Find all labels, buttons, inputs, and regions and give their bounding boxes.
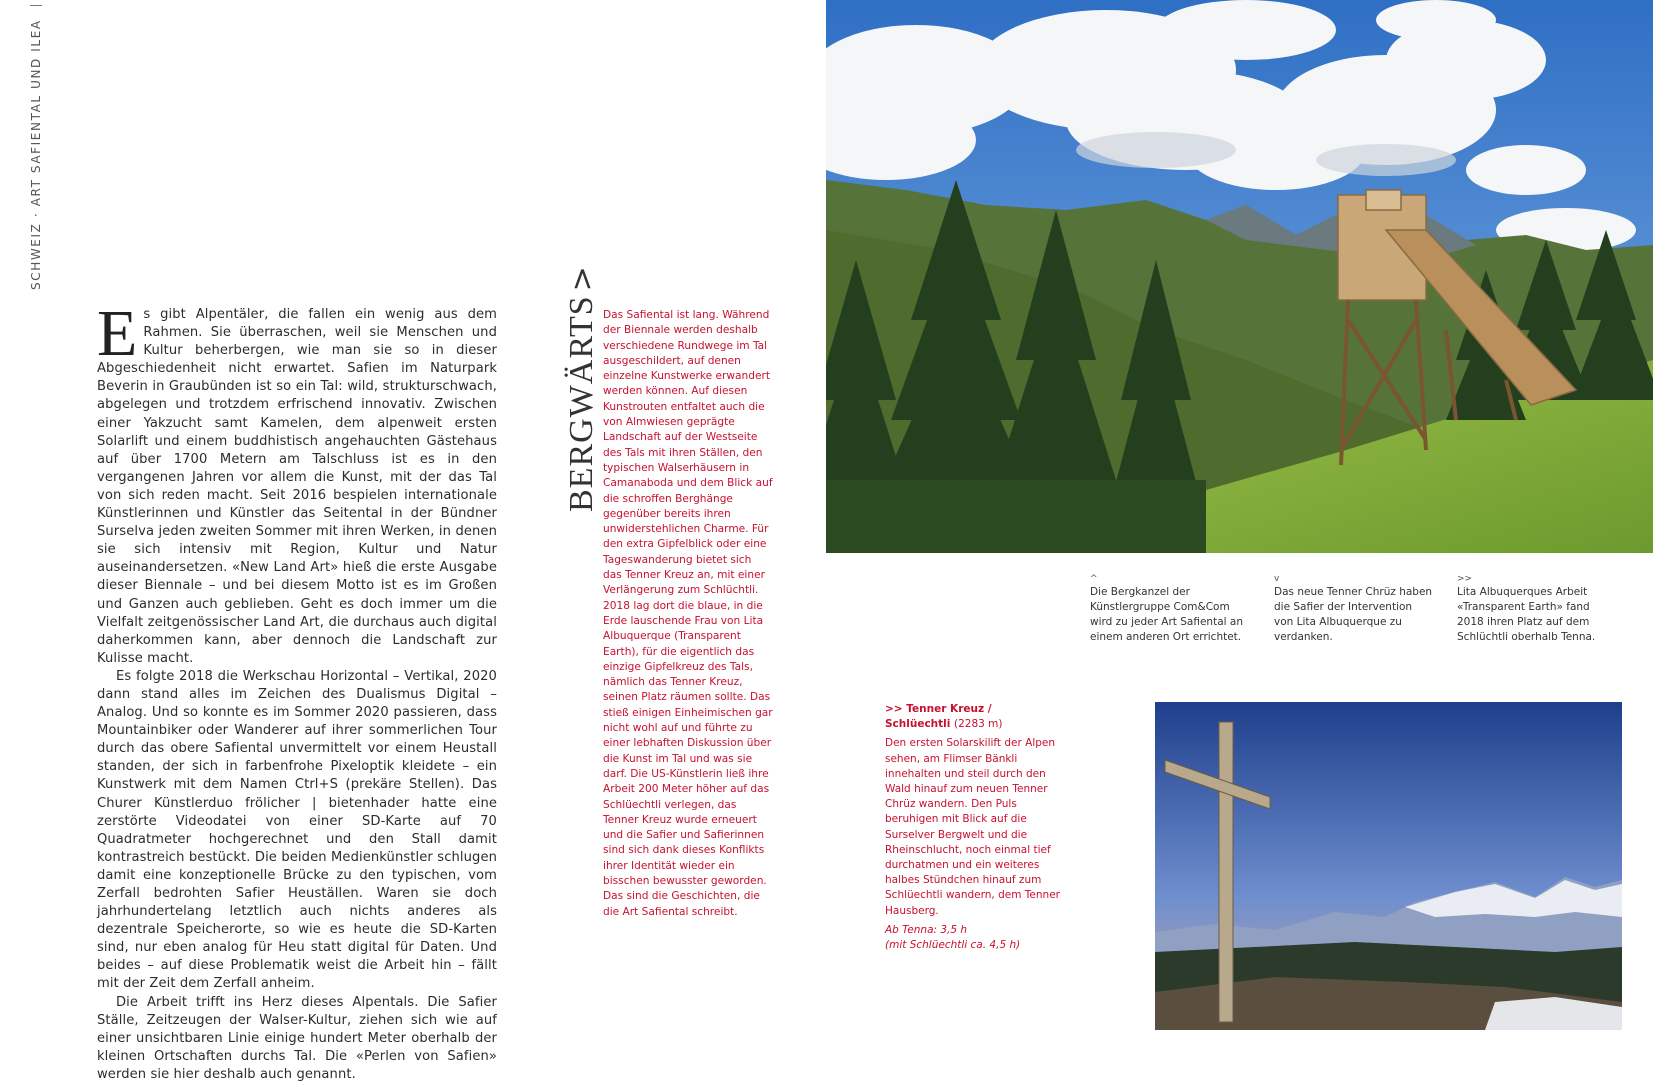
tour-duration: [885, 923, 1060, 953]
article-paragraph-1-text: s gibt Alpentäler, die fallen ein wenig aus dem Rahmen. Sie überraschen, weil sie Menschen und Kultur beherbergen, wie man sie so in dieser Abgeschiedenheit nicht erwartet. Safien im Naturpark Beverin in Graubünden ist so ein Tal: wild, strukturschwach, abgelegen und trotzdem erfrischend innovativ. Zwischen einer Yakzucht samt Kamelen, dem alpenweit ersten Solarlift und einem buddhistisch angehauchten Gästehaus auf über 1700 Metern am Talschluss ist es in den vergangenen Jahren vor allem die Kunst, mit der das Tal von sich reden macht. Seit 2016 bespielen internationale Künstlerinnen und Künstler das Seitental in der Bündner Surselva jeden zweiten Sommer mit ihren Werken, in denen sie sich intensiv mit Region, Kultur und Natur auseinandersetzen. «New Land Art» hieß die erste Ausgabe dieser Biennale – und bei diesem Motto ist es im Großen und Ganzen auch geblieben. Geht es doch immer um die Vielfalt zeitgenössischer Land Art, die durchaus auch digital daherkommen kann, aber dennoch die Landschaft zur Kulisse macht.: [97, 307, 497, 666]
tour-description: Den ersten Solarskilift der Alpen sehen, am Flimser Bänkli innehalten und steil durch den Wald hinauf zum neuen Tenner Chrüz wandern. Den Puls beruhigen mit Blick auf die Surselver Bergwelt und die Rheinschlucht, noch einmal tief durchatmen und ein weiteres halbes Stündchen hinauf zum Schlüechtli wandern, dem Tenner Hausberg.: [885, 737, 1060, 917]
caption-text: Lita Albuquerques Arbeit «Transparent Earth» fand 2018 ihren Platz auf dem Schlüchtli oberhalb Tenna.: [1457, 586, 1596, 644]
article-body: [97, 297, 497, 1084]
tour-prefix: >>: [885, 703, 903, 715]
article-paragraph-1: [97, 297, 497, 668]
tour-duration-1: Ab Tenna: 3,5 h: [885, 923, 968, 936]
running-head-divider: [30, 5, 42, 6]
tour-info: [885, 702, 1060, 953]
caption-text: Das neue Tenner Chrüz haben die Safier der Intervention von Lita Albuquerque zu verdanken.: [1274, 586, 1433, 644]
running-head-title: ART SAFIENTAL UND ILEA: [29, 19, 43, 207]
caption-tenner-chruez: [1274, 573, 1434, 645]
tour-title: Tenner Kreuz / Schlüechtli: [885, 703, 992, 731]
article-paragraph-2: Es folgte 2018 die Werkschau Horizontal – Vertikal, 2020 dann stand alles im Zeichen des Dualismus Digital – Analog. Und so konnte es im Sommer 2020 passieren, dass Mountainbiker oder Wanderer auf ihrer sommerlichen Tour durch das obere Safiental unvermittelt vor einem Heustall standen, der sich in farbenfrohe Pixeloptik kleidete – ein Kunstwerk mit dem Namen Ctrl+S (prekäre Stellen). Das Churer Künstlerduo frölicher | bietenhader hatte eine zerstörte Videodatei von einer SD-Karte auf 70 Quadratmeter hochgerechnet und den Stall damit kontrastreich bestückt. Die beiden Medienkünstler schlugen damit eine konzeptionelle Brücke zu den typischen, vom Zerfall bedrohten Safier Heuställen. Waren sie doch jahrhundertelang letztlich auch nichts anderes als dezentrale Speicherorte, so wie es heute die SD-Karten sind, nur eben analog für Heu statt digital für Daten. Und beides – auf diese Problematik weist die Arbeit hin – fällt mit der Zeit dem Zerfall anheim.: [97, 668, 497, 992]
chevron-right-icon: >: [565, 265, 600, 292]
caption-text: Die Bergkanzel der Künstlergruppe Com&Com wird zu jeder Art Safiental an einem anderen Ort errichtet.: [1090, 586, 1243, 644]
sidebar-headline-text: BERGWÄRTS: [563, 295, 600, 512]
tour-elevation: (2283 m): [954, 718, 1003, 731]
caption-arrow-down-icon: v: [1274, 574, 1280, 584]
caption-arrow-right-icon: >>: [1457, 574, 1473, 584]
photo-bergkanzel: [826, 0, 1653, 553]
photo-gipfelkreuz: [1155, 702, 1622, 1030]
caption-transparent-earth: [1457, 573, 1617, 645]
caption-bergkanzel: [1090, 573, 1250, 645]
tour-duration-2: (mit Schlüechtli ca. 4,5 h): [885, 939, 1021, 952]
running-head-section: SCHWEIZ: [29, 222, 43, 290]
article-paragraph-3: Die Arbeit trifft ins Herz dieses Alpentals. Die Safier Ställe, Zeitzeugen der Walser-Kultur, ziehen sich wie auf einer unsichtbaren Linie einige hundert Meter oberhalb der kleinen Ortschaften durchs Tal. Die «Perlen von Safien» werden sie hier deshalb auch genannt.: [97, 994, 497, 1082]
caption-arrow-up-icon: ^: [1090, 574, 1098, 584]
sidebar-text: Das Safiental ist lang. Während der Biennale werden deshalb verschiedene Rundwege im Tal ausgeschildert, auf denen einzelne Kunstwerke erwandert werden können. Auf diesen Kunstrouten entfaltet auch die von Almwiesen geprägte Landschaft auf der Westseite des Tals mit ihren Ställen, den typischen Walserhäusern in Camanaboda und dem Blick auf die schroffen Berghänge gegenüber bereits ihren unwiderstehlichen Charme. Für den extra Gipfelblick oder eine Tageswanderung bietet sich das Tenner Kreuz an, mit einer Verlängerung zum Schlüchtli. 2018 lag dort die blaue, in die Erde lauschende Frau von Lita Albuquerque (Transparent Earth), für die eigentlich das einzige Gipfelkreuz des Tals, nämlich das Tenner Kreuz, seinen Platz räumen sollte. Das stieß einigen Einheimischen gar nicht wohl auf und führte zu einer lebhaften Diskussion über die Kunst im Tal und was sie darf. Die US-Künstlerin ließ ihre Arbeit 200 Meter höher auf das Schlüechtli verlegen, das Tenner Kreuz wurde erneuert und die Safier und Safierinnen sind sich dank dieses Konflikts ihrer Identität wieder ein bisschen bewusster geworden. Das sind die Geschichten, die die Art Safiental schreibt.: [603, 309, 773, 918]
drop-cap: E: [97, 297, 138, 370]
tour-heading: [885, 702, 1060, 732]
